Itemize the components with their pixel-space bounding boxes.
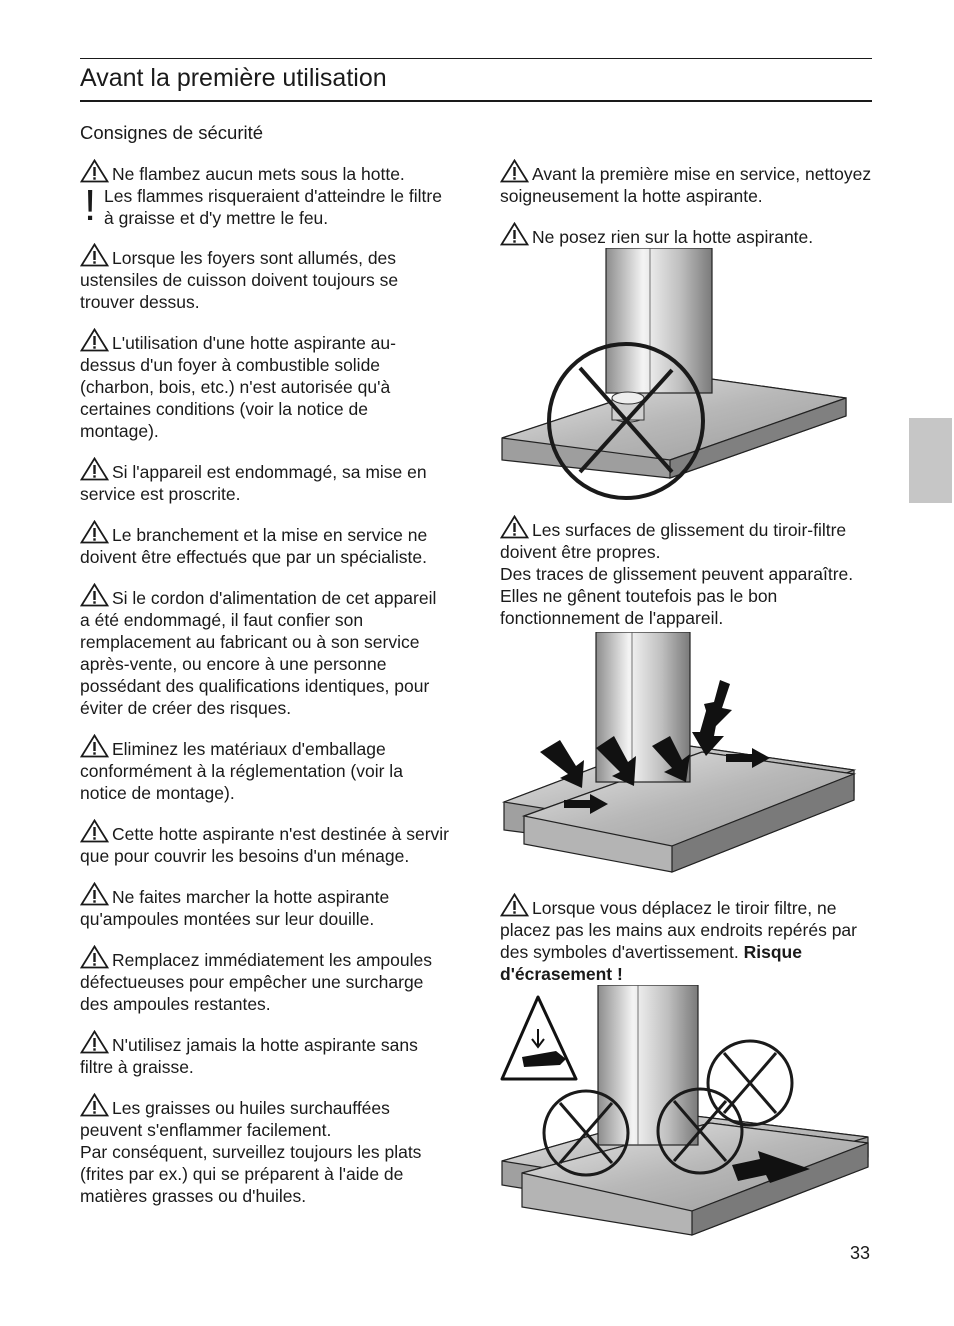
warning-triangle-icon — [80, 734, 109, 758]
figure-no-objects-on-hood — [500, 248, 850, 504]
page-title: Avant la première utilisation — [80, 64, 387, 92]
safety-note-7: Eliminez les matériaux d'emballage conformément à la réglementation (voir la notice de montage). — [80, 734, 450, 804]
header-rule-top — [80, 58, 872, 59]
safety-note-r4: Lorsque vous déplacez le tiroir filtre, ne placez pas les mains aux endroits repérés par des symboles d'avertissement. Risque d'écrasement ! — [500, 893, 872, 985]
safety-note-10: Remplacez immédiatement les ampoules défectueuses pour empêcher une surcharge des ampoules restantes. — [80, 945, 450, 1015]
figure-crush-hazard — [500, 985, 872, 1239]
warning-triangle-icon — [80, 1030, 109, 1054]
safety-note-3: L'utilisation d'une hotte aspirante au-dessus d'un foyer à combustible solide (charbon, bois, etc.) n'est autorisée qu'à certaines conditions (voir la notice de montage). — [80, 328, 450, 442]
warning-triangle-icon — [500, 159, 529, 183]
safety-note-11: N'utilisez jamais la hotte aspirante sans filtre à graisse. — [80, 1030, 450, 1078]
safety-note-r3: Les surfaces de glissement du tiroir-filtre doivent être propres. Des traces de glissement peuvent apparaître. Elles ne gênent toutefois pas le bon fonctionnement de l'appareil. — [500, 515, 872, 629]
safety-note-1: Ne flambez aucun mets sous la hotte. Les flammes risqueraient d'atteindre le filtre à graisse et d'y mettre le feu. ! — [80, 159, 450, 229]
safety-note-8: Cette hotte aspirante n'est destinée à servir que pour couvrir les besoins d'un ménage. — [80, 819, 450, 867]
warning-triangle-icon — [80, 159, 109, 183]
warning-triangle-icon — [80, 945, 109, 969]
left-column — [80, 159, 450, 1222]
warning-triangle-icon — [80, 882, 109, 906]
safety-note-r2: Ne posez rien sur la hotte aspirante. — [500, 222, 872, 248]
header-rule-bottom — [80, 100, 872, 102]
warning-triangle-icon — [500, 222, 529, 246]
page-number: 33 — [850, 1243, 871, 1263]
warning-triangle-icon — [80, 583, 109, 607]
warning-triangle-icon — [500, 893, 529, 917]
right-column-bottom — [500, 893, 872, 1000]
warning-triangle-icon — [80, 243, 109, 267]
safety-note-r1: Avant la première mise en service, nettoyez soigneusement la hotte aspirante. — [500, 159, 872, 207]
safety-note-12: Les graisses ou huiles surchauffées peuvent s'enflammer facilement. Par conséquent, surveillez toujours les plats (frites par ex.) qui se préparent à l'aide de matières grasses ou d'huiles. — [80, 1093, 450, 1207]
exclamation-mark-icon: ! — [84, 181, 97, 230]
warning-triangle-icon — [500, 515, 529, 539]
right-column-middle — [500, 515, 872, 644]
warning-triangle-icon — [80, 819, 109, 843]
warning-triangle-icon — [80, 328, 109, 352]
warning-triangle-icon — [80, 457, 109, 481]
side-tab-marker — [909, 418, 952, 503]
warning-triangle-icon — [80, 520, 109, 544]
section-title: Consignes de sécurité — [80, 122, 264, 143]
safety-note-6: Si le cordon d'alimentation de cet appareil a été endommagé, il faut confier son remplacement au fabricant ou à son service après-vente, ou encore à une personne possédant des qualifications identiques, pour éviter de créer des risques. — [80, 583, 450, 719]
figure-sliding-surfaces — [502, 632, 858, 878]
safety-note-5: Le branchement et la mise en service ne doivent être effectués que par un spécialiste. — [80, 520, 450, 568]
safety-note-4: Si l'appareil est endommagé, sa mise en service est proscrite. — [80, 457, 450, 505]
safety-note-9: Ne faites marcher la hotte aspirante qu'ampoules montées sur leur douille. — [80, 882, 450, 930]
safety-note-2: Lorsque les foyers sont allumés, des ustensiles de cuisson doivent toujours se trouver dessus. — [80, 243, 450, 313]
warning-triangle-icon — [80, 1093, 109, 1117]
